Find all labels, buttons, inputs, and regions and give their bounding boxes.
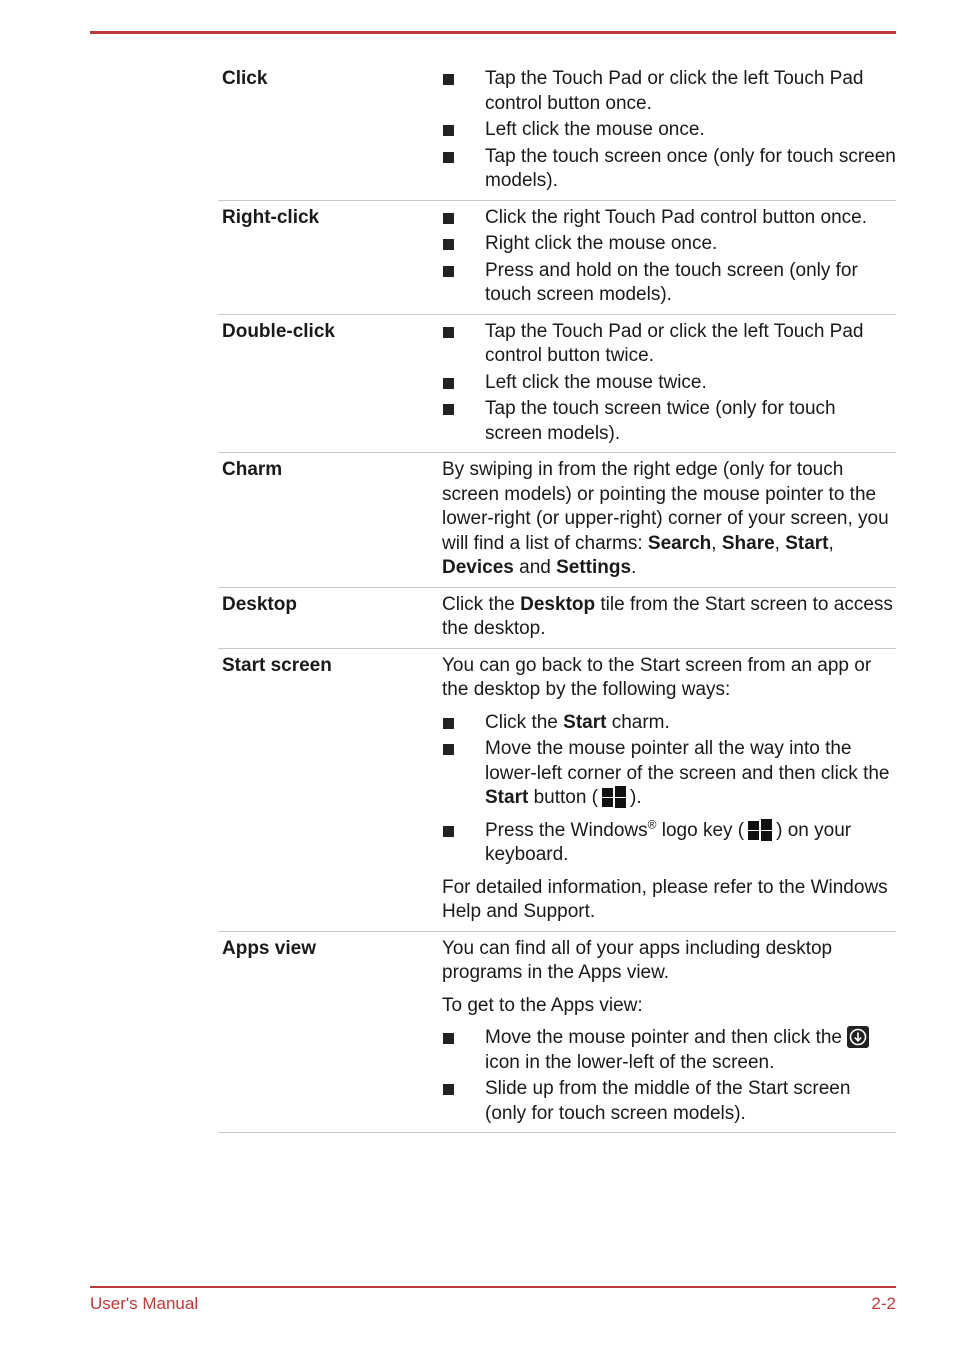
bullet-square-icon (443, 74, 454, 85)
table-row-right-click (218, 201, 896, 315)
table-row-charm (218, 453, 896, 588)
desc-right-click (442, 205, 896, 308)
bullet-square-icon (443, 239, 454, 250)
bullet-list (442, 206, 896, 308)
bullet-square-icon (443, 404, 454, 415)
charm-settings: Settings (556, 557, 632, 578)
desc-click (442, 66, 896, 194)
table-row-apps-view (218, 932, 896, 1134)
bullet-list (442, 67, 896, 194)
page-number: 2-2 (871, 1294, 896, 1313)
charm-paragraph (442, 458, 896, 581)
list-item-text: Tap the Touch Pad or click the left Touch Pad control button twice. (485, 320, 864, 366)
desc-double-click (442, 319, 896, 447)
list-item-text: Move the mouse pointer and then click the (485, 1027, 848, 1048)
charm-share: Share (721, 532, 775, 554)
separator: . (631, 557, 637, 578)
term-desktop: Desktop (222, 593, 297, 615)
bullet-list (442, 1026, 896, 1126)
desc-apps-view (442, 936, 896, 1127)
list-item-text: Left click the mouse twice. (485, 371, 707, 393)
start-bold: Start (563, 711, 607, 733)
bullet-square-icon (443, 125, 454, 136)
bullet-list (442, 320, 896, 447)
apps-paragraph-2: To get to the Apps view: (442, 994, 643, 1016)
separator: , (828, 532, 834, 554)
list-item-text: Press the Windows (485, 819, 648, 841)
list-item-text: Slide up from the middle of the Start screen (only for touch screen models). (485, 1078, 851, 1124)
windows-logo-icon (748, 819, 772, 841)
charm-search: Search (647, 532, 712, 554)
start-outro: For detailed information, please refer to the Windows Help and Support. (442, 876, 888, 922)
bullet-square-icon (443, 378, 454, 389)
list-item-text: Move the mouse pointer all the way into the lower-left corner of the screen and then click the (485, 738, 890, 784)
bullet-square-icon (443, 1033, 454, 1044)
separator: , (774, 532, 786, 554)
separator: , (711, 532, 722, 554)
bullet-square-icon (443, 826, 454, 837)
bullet-square-icon (443, 266, 454, 277)
bullet-square-icon (443, 718, 454, 729)
list-item-text: ) on your keyboard. (485, 819, 852, 865)
registered-mark: ® (647, 817, 657, 832)
charm-devices: Devices (442, 557, 514, 578)
footer-rule (90, 1286, 896, 1288)
desktop-text: Click the (442, 593, 521, 615)
list-item-text: icon in the lower-left of the screen. (485, 1051, 775, 1073)
list-item (442, 737, 896, 811)
bullet-square-icon (443, 1084, 454, 1095)
bullet-square-icon (443, 744, 454, 755)
list-item-text: ). (630, 787, 642, 808)
list-item (442, 819, 896, 868)
bullet-list (442, 711, 896, 868)
list-item (442, 206, 896, 231)
list-item (442, 320, 896, 369)
term-double-click: Double-click (222, 320, 335, 342)
apps-paragraph-1: You can find all of your apps including desktop programs in the Apps view. (442, 937, 833, 983)
list-item-text: Tap the Touch Pad or click the left Touch Pad control button once. (485, 68, 864, 114)
list-item-text: charm. (606, 711, 670, 733)
bullet-square-icon (443, 152, 454, 163)
list-item-text: Right click the mouse once. (485, 233, 718, 254)
list-item (442, 145, 896, 194)
list-item-text: Tap the touch screen twice (only for touch screen models). (485, 398, 836, 444)
desc-charm (442, 457, 896, 581)
list-item (442, 1026, 896, 1075)
list-item (442, 1077, 896, 1126)
footer-manual-title: User's Manual (90, 1294, 199, 1313)
term-charm: Charm (222, 459, 283, 480)
start-bold: Start (485, 787, 529, 808)
charm-text: By swiping in from the right edge (only for touch screen models) or pointing the mouse pointer to the lower-right (or upper-right) corner of your screen, you will find a list of charms: (442, 459, 889, 554)
list-item-text: logo key ( (656, 819, 745, 841)
list-item (442, 371, 896, 396)
list-item-text: Tap the touch screen once (only for touch screen models). (485, 145, 896, 191)
term-apps-view: Apps view (222, 937, 316, 959)
bullet-square-icon (443, 327, 454, 338)
desktop-paragraph (442, 593, 896, 642)
desc-start-screen (442, 653, 896, 925)
list-item (442, 397, 896, 446)
apps-arrow-down-icon (847, 1026, 869, 1048)
table-row-double-click (218, 315, 896, 454)
windows-logo-icon (602, 786, 626, 808)
charm-start: Start (785, 532, 829, 554)
list-item-text: Left click the mouse once. (485, 119, 705, 140)
separator: and (513, 557, 557, 578)
table-row-start-screen (218, 649, 896, 932)
table-row-desktop (218, 588, 896, 649)
list-item-text: Press and hold on the touch screen (only for touch screen models). (485, 259, 858, 305)
list-item-text: Click the right Touch Pad control button once. (485, 206, 867, 228)
start-intro: You can go back to the Start screen from an app or the desktop by the following ways: (442, 654, 872, 700)
gesture-table (218, 64, 896, 1133)
term-start-screen: Start screen (222, 654, 332, 676)
term-click: Click (222, 68, 268, 89)
list-item-text: button ( (528, 787, 599, 808)
list-item (442, 67, 896, 116)
list-item (442, 232, 896, 257)
header-rule (90, 31, 896, 34)
term-right-click: Right-click (222, 206, 320, 228)
list-item (442, 259, 896, 308)
desc-desktop (442, 592, 896, 642)
list-item-text: Click the (485, 711, 564, 733)
list-item (442, 118, 896, 143)
desktop-text: tile from the Start screen to access the desktop. (442, 593, 893, 639)
list-item (442, 711, 896, 736)
table-row-click (218, 64, 896, 201)
bullet-square-icon (443, 213, 454, 224)
desktop-bold: Desktop (520, 593, 596, 615)
